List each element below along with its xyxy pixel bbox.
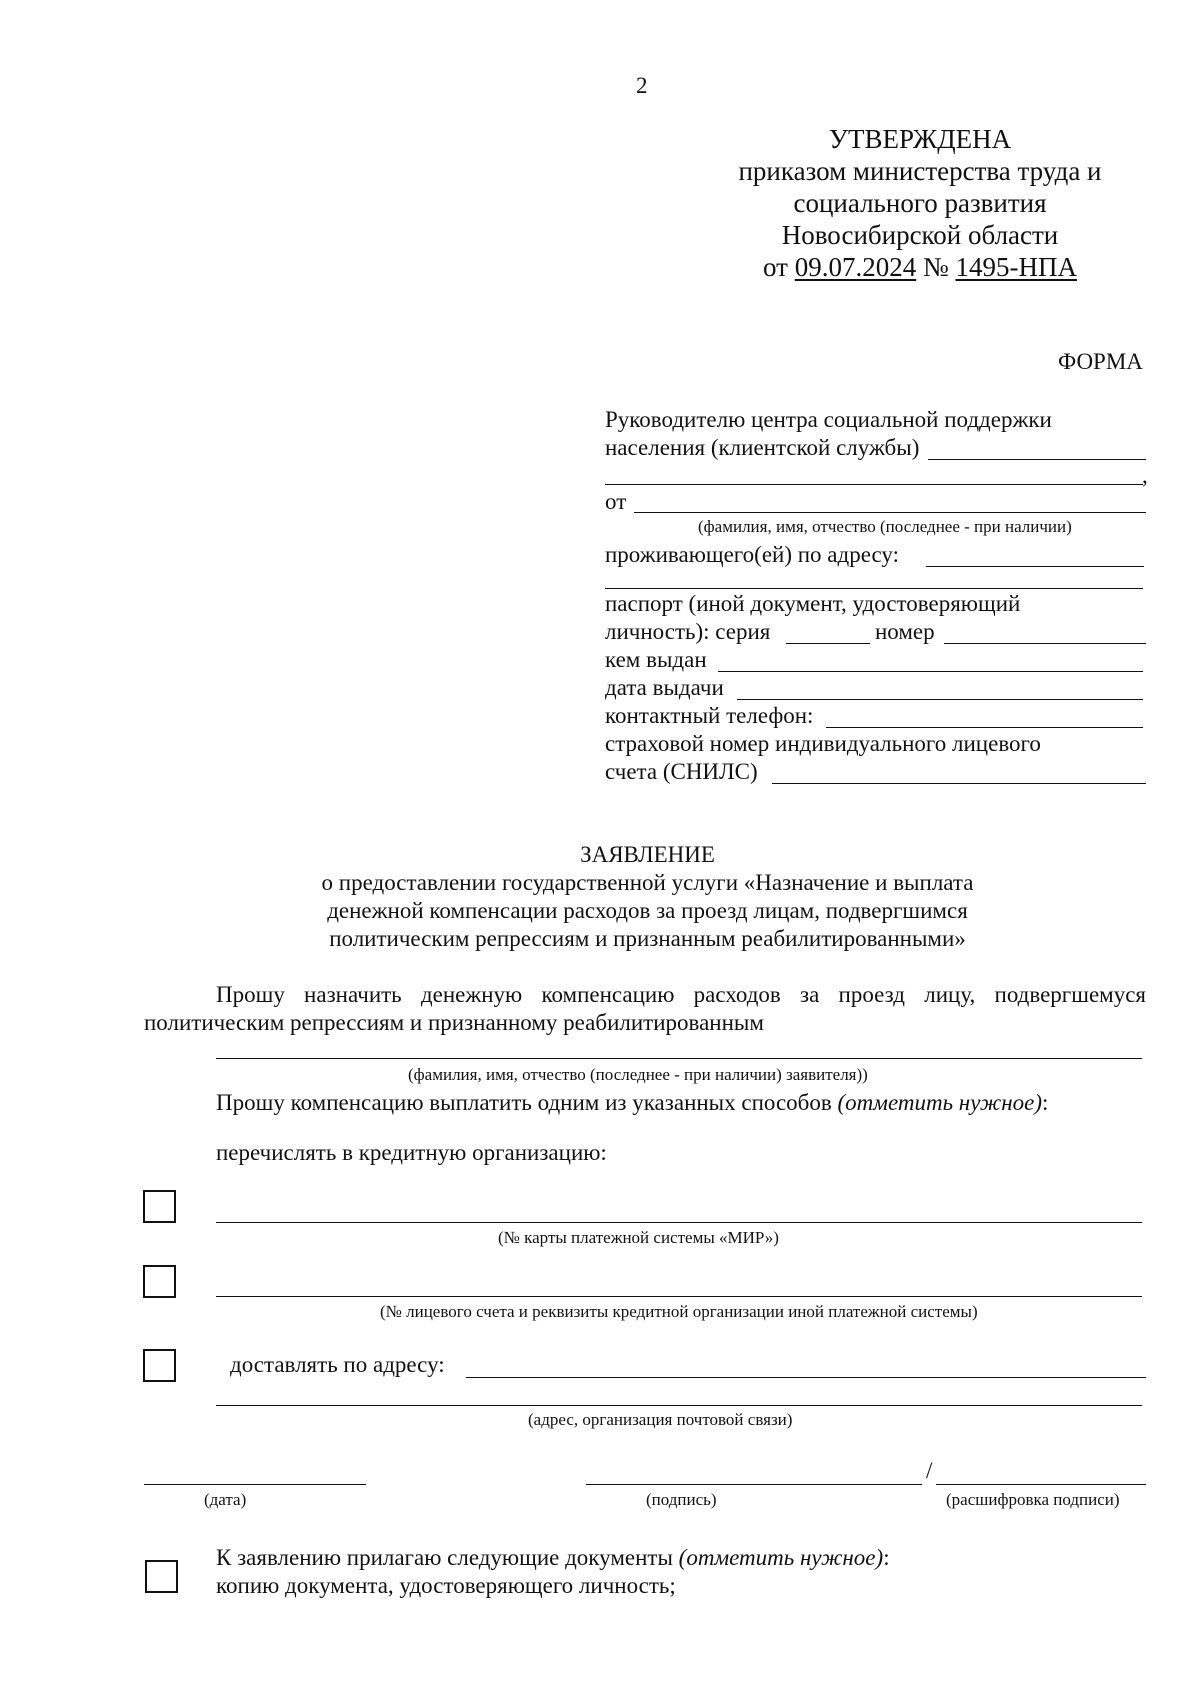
addressee-comma: , [1142, 463, 1148, 488]
attach-line [216, 1544, 890, 1572]
payment-method-line [216, 1089, 1048, 1117]
attach-colon: : [883, 1545, 890, 1570]
attach-note: (отметить нужное) [678, 1545, 884, 1570]
addressee-line-2: населения (клиентской службы) [605, 435, 920, 460]
signature-hint: (подпись) [646, 1490, 717, 1509]
approval-line-1: приказом министерства труда и [738, 156, 1102, 186]
approval-date: 09.07.2024 [794, 252, 917, 282]
phone-label: контактный телефон: [605, 703, 814, 728]
passport-series-field[interactable] [786, 643, 870, 644]
attach-text: К заявлению прилагаю следующие документы [216, 1545, 679, 1570]
request-line-1: Прошу назначить денежную компенсацию расходов за проезд лицу, подвергшемуся [216, 982, 1146, 1007]
phone-field[interactable] [826, 727, 1143, 728]
fio-hint: (фамилия, имя, отчество (последнее - при наличии) [698, 517, 1072, 536]
approval-title: УТВЕРЖДЕНА [828, 124, 1012, 154]
approval-number-sign: № [922, 252, 949, 282]
issued-by-label: кем выдан [605, 647, 707, 672]
deliver-label: доставлять по адресу: [230, 1352, 445, 1377]
address-field[interactable] [926, 566, 1144, 567]
form-label: ФОРМА [1058, 349, 1143, 374]
approval-number: 1495-НПА [955, 252, 1077, 282]
passport-series-label: личность): серия [605, 619, 771, 644]
snils-label: счета (СНИЛС) [605, 759, 758, 784]
signature-decode-field[interactable] [936, 1484, 1146, 1485]
payment-method-note: (отметить нужное) [837, 1090, 1043, 1115]
statement-subtitle-2: денежной компенсации расходов за проезд лицам, подвергшимся [327, 898, 968, 923]
signature-field[interactable] [586, 1484, 922, 1485]
date-hint: (дата) [204, 1490, 247, 1509]
addressee-line-1: Руководителю центра социальной поддержки [605, 407, 1052, 432]
applicant-field[interactable] [216, 1058, 1142, 1059]
approval-from-label: от [763, 252, 788, 282]
request-line-2: политическим репрессиям и признанному реабилитированным [144, 1010, 764, 1035]
attach-id-checkbox[interactable] [145, 1560, 178, 1593]
payment-method-colon: : [1042, 1090, 1049, 1115]
statement-subtitle-3: политическим репрессиям и признанным реабилитированными» [329, 926, 966, 951]
issue-date-label: дата выдачи [605, 675, 724, 700]
applicant-hint: (фамилия, имя, отчество (последнее - при наличии) заявителя)) [408, 1065, 868, 1084]
account-hint: (№ лицевого счета и реквизиты кредитной организации иной платежной системы) [380, 1302, 978, 1321]
address-field-cont[interactable] [605, 588, 1143, 589]
delivery-address-field-cont[interactable] [216, 1405, 1142, 1406]
issued-by-field[interactable] [718, 671, 1143, 672]
snils-field[interactable] [772, 783, 1146, 784]
statement-title: ЗАЯВЛЕНИЕ [580, 842, 715, 867]
payment-method-text: Прошу компенсацию выплатить одним из указанных способов [216, 1090, 838, 1115]
from-label: от [605, 489, 627, 514]
attach-item-1: копию документа, удостоверяющего личность; [216, 1573, 676, 1598]
passport-line-1: паспорт (иной документ, удостоверяющий [605, 591, 1021, 616]
mir-card-checkbox[interactable] [143, 1190, 176, 1223]
statement-subtitle-1: о предоставлении государственной услуги «Назначение и выплата [321, 870, 974, 895]
page-number: 2 [636, 73, 648, 98]
snils-line-1: страховой номер индивидуального лицевого [605, 731, 1041, 756]
mir-card-field[interactable] [216, 1222, 1142, 1223]
deliver-hint: (адрес, организация почтовой связи) [528, 1410, 793, 1429]
approval-line-2: социального развития [793, 188, 1047, 218]
signature-decode-hint: (расшифровка подписи) [946, 1490, 1120, 1509]
approval-order-line [700, 252, 1140, 283]
address-label: проживающего(ей) по адресу: [605, 542, 899, 567]
passport-number-label: номер [875, 619, 935, 644]
service-name-field[interactable] [928, 459, 1146, 460]
service-name-field-cont[interactable] [605, 484, 1143, 485]
account-field[interactable] [216, 1296, 1142, 1297]
passport-number-field[interactable] [944, 643, 1146, 644]
signature-slash: / [926, 1458, 933, 1483]
account-checkbox[interactable] [143, 1265, 176, 1298]
delivery-address-field[interactable] [466, 1377, 1146, 1378]
applicant-name-field[interactable] [634, 512, 1146, 513]
date-field[interactable] [144, 1484, 366, 1485]
mir-card-hint: (№ карты платежной системы «МИР») [498, 1228, 779, 1247]
approval-line-3: Новосибирской области [781, 220, 1059, 250]
delivery-checkbox[interactable] [143, 1349, 176, 1382]
issue-date-field[interactable] [737, 699, 1143, 700]
credit-org-label: перечислять в кредитную организацию: [216, 1140, 607, 1165]
